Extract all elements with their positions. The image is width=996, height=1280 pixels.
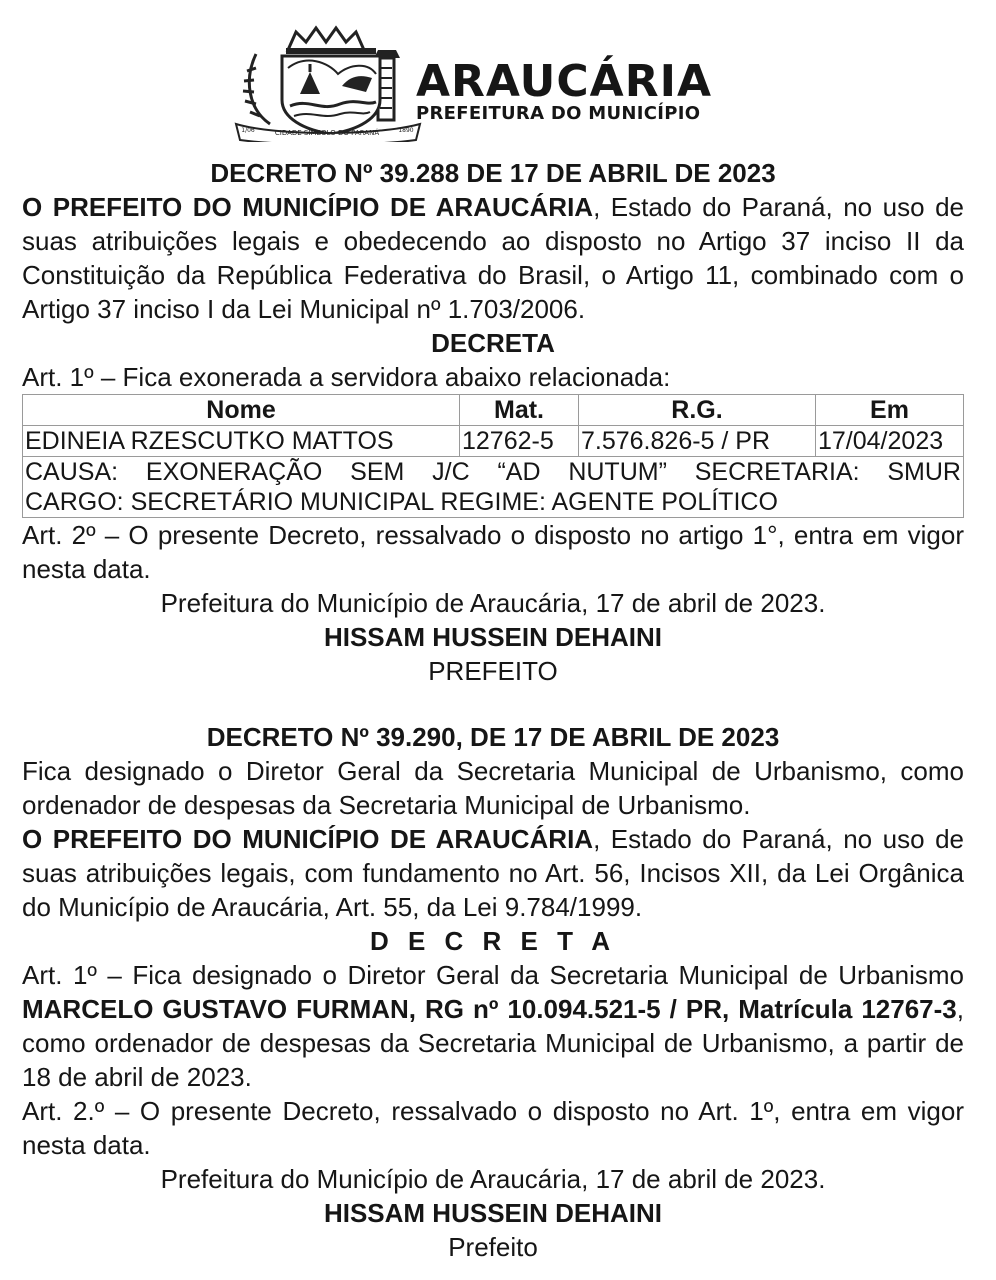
signer-role: Prefeito bbox=[448, 1232, 538, 1262]
article-1 bbox=[22, 958, 964, 1094]
column-header-rg: R.G. bbox=[579, 395, 816, 426]
cell-mat: 12762-5 bbox=[460, 426, 579, 457]
column-header-name: Nome bbox=[23, 395, 460, 426]
decreta-heading: DECRETA bbox=[431, 328, 555, 358]
article-1-end: , como ordenador de despesas da Secretaria Municipal de Urbanismo, a partir de 18 de abril de 2023. bbox=[22, 994, 964, 1092]
column-header-mat: Mat. bbox=[460, 395, 579, 426]
article-2: Art. 2.º – O presente Decreto, ressalvado o disposto no Art. 1º, entra em vigor nesta data. bbox=[22, 1096, 964, 1160]
document-page bbox=[22, 0, 964, 1264]
section-gap bbox=[22, 688, 964, 720]
article-1-text: Art. 1º – Fica designado o Diretor Geral da Secretaria Municipal de Urbanismo bbox=[22, 960, 964, 990]
decree-title: DECRETO Nº 39.290, DE 17 DE ABRIL DE 2023 bbox=[206, 722, 780, 752]
cell-position: CARGO: SECRETÁRIO MUNICIPAL REGIME: AGENTE POLÍTICO bbox=[23, 487, 964, 518]
decree-preamble bbox=[22, 822, 964, 924]
article-2: Art. 2º – O presente Decreto, ressalvado o disposto no artigo 1°, entra em vigor nesta data. bbox=[22, 520, 964, 584]
place-date: Prefeitura do Município de Araucária, 17 de abril de 2023. bbox=[160, 1164, 826, 1194]
article-1: Art. 1º – Fica exonerada a servidora abaixo relacionada: bbox=[22, 362, 671, 392]
servant-table bbox=[22, 394, 964, 518]
preamble-text: , Estado do Paraná, no uso de suas atribuições legais, com fundamento no Art. 56, Incisos XII, da Lei Orgânica do Município de Araucária, Art. 55, da Lei 9.784/1999. bbox=[22, 824, 964, 922]
signer-name: HISSAM HUSSEIN DEHAINI bbox=[323, 622, 663, 652]
decree-summary: Fica designado o Diretor Geral da Secretaria Municipal de Urbanismo, como ordenador de despesas da Secretaria Municipal de Urbanismo. bbox=[22, 756, 964, 820]
decree-39290 bbox=[22, 720, 964, 1264]
municipality-wordmark bbox=[416, 56, 713, 124]
decree-39288 bbox=[22, 156, 964, 688]
letterhead bbox=[22, 0, 964, 156]
table-header-row bbox=[23, 395, 964, 426]
table-position-row bbox=[23, 487, 964, 518]
svg-text:1890: 1890 bbox=[398, 127, 414, 134]
table-row bbox=[23, 426, 964, 457]
designee-details: MARCELO GUSTAVO FURMAN, RG nº 10.094.521-5 / PR, Matrícula 12767-3 bbox=[22, 994, 957, 1024]
brand-subtitle: PREFEITURA DO MUNICÍPIO bbox=[416, 103, 701, 124]
cell-cause: CAUSA: EXONERAÇÃO SEM J/C “AD NUTUM” SECRETARIA: SMUR bbox=[23, 457, 964, 488]
cell-rg: 7.576.826-5 / PR bbox=[579, 426, 816, 457]
svg-text:1/06: 1/06 bbox=[241, 127, 255, 134]
municipal-crest-logo bbox=[230, 24, 425, 142]
cell-date: 17/04/2023 bbox=[816, 426, 964, 457]
place-date: Prefeitura do Município de Araucária, 17 de abril de 2023. bbox=[160, 588, 826, 618]
svg-text:CIDADE SÍMBOLO DO PARANÁ: CIDADE SÍMBOLO DO PARANÁ bbox=[274, 129, 380, 137]
preamble-text: , Estado do Paraná, no uso de suas atribuições legais e obedecendo ao disposto no Artigo 37 inciso II da Constituição da República Federativa do Brasil, o Artigo 11, combinado com o Artigo 37 inciso I da Lei Municipal nº 1.703/2006. bbox=[22, 192, 964, 324]
decree-preamble bbox=[22, 190, 964, 326]
cell-name: EDINEIA RZESCUTKO MATTOS bbox=[23, 426, 460, 457]
brand-name: ARAUCÁRIA bbox=[416, 56, 713, 107]
preamble-authority: O PREFEITO DO MUNICÍPIO DE ARAUCÁRIA bbox=[22, 192, 594, 222]
signer-name: HISSAM HUSSEIN DEHAINI bbox=[323, 1198, 663, 1228]
preamble-authority: O PREFEITO DO MUNICÍPIO DE ARAUCÁRIA bbox=[22, 824, 594, 854]
decreta-heading: D E C R E T A bbox=[369, 926, 617, 956]
table-cause-row bbox=[23, 457, 964, 488]
column-header-date: Em bbox=[816, 395, 964, 426]
decree-title: DECRETO Nº 39.288 DE 17 DE ABRIL DE 2023 bbox=[210, 158, 776, 188]
signer-role: PREFEITO bbox=[428, 656, 558, 686]
